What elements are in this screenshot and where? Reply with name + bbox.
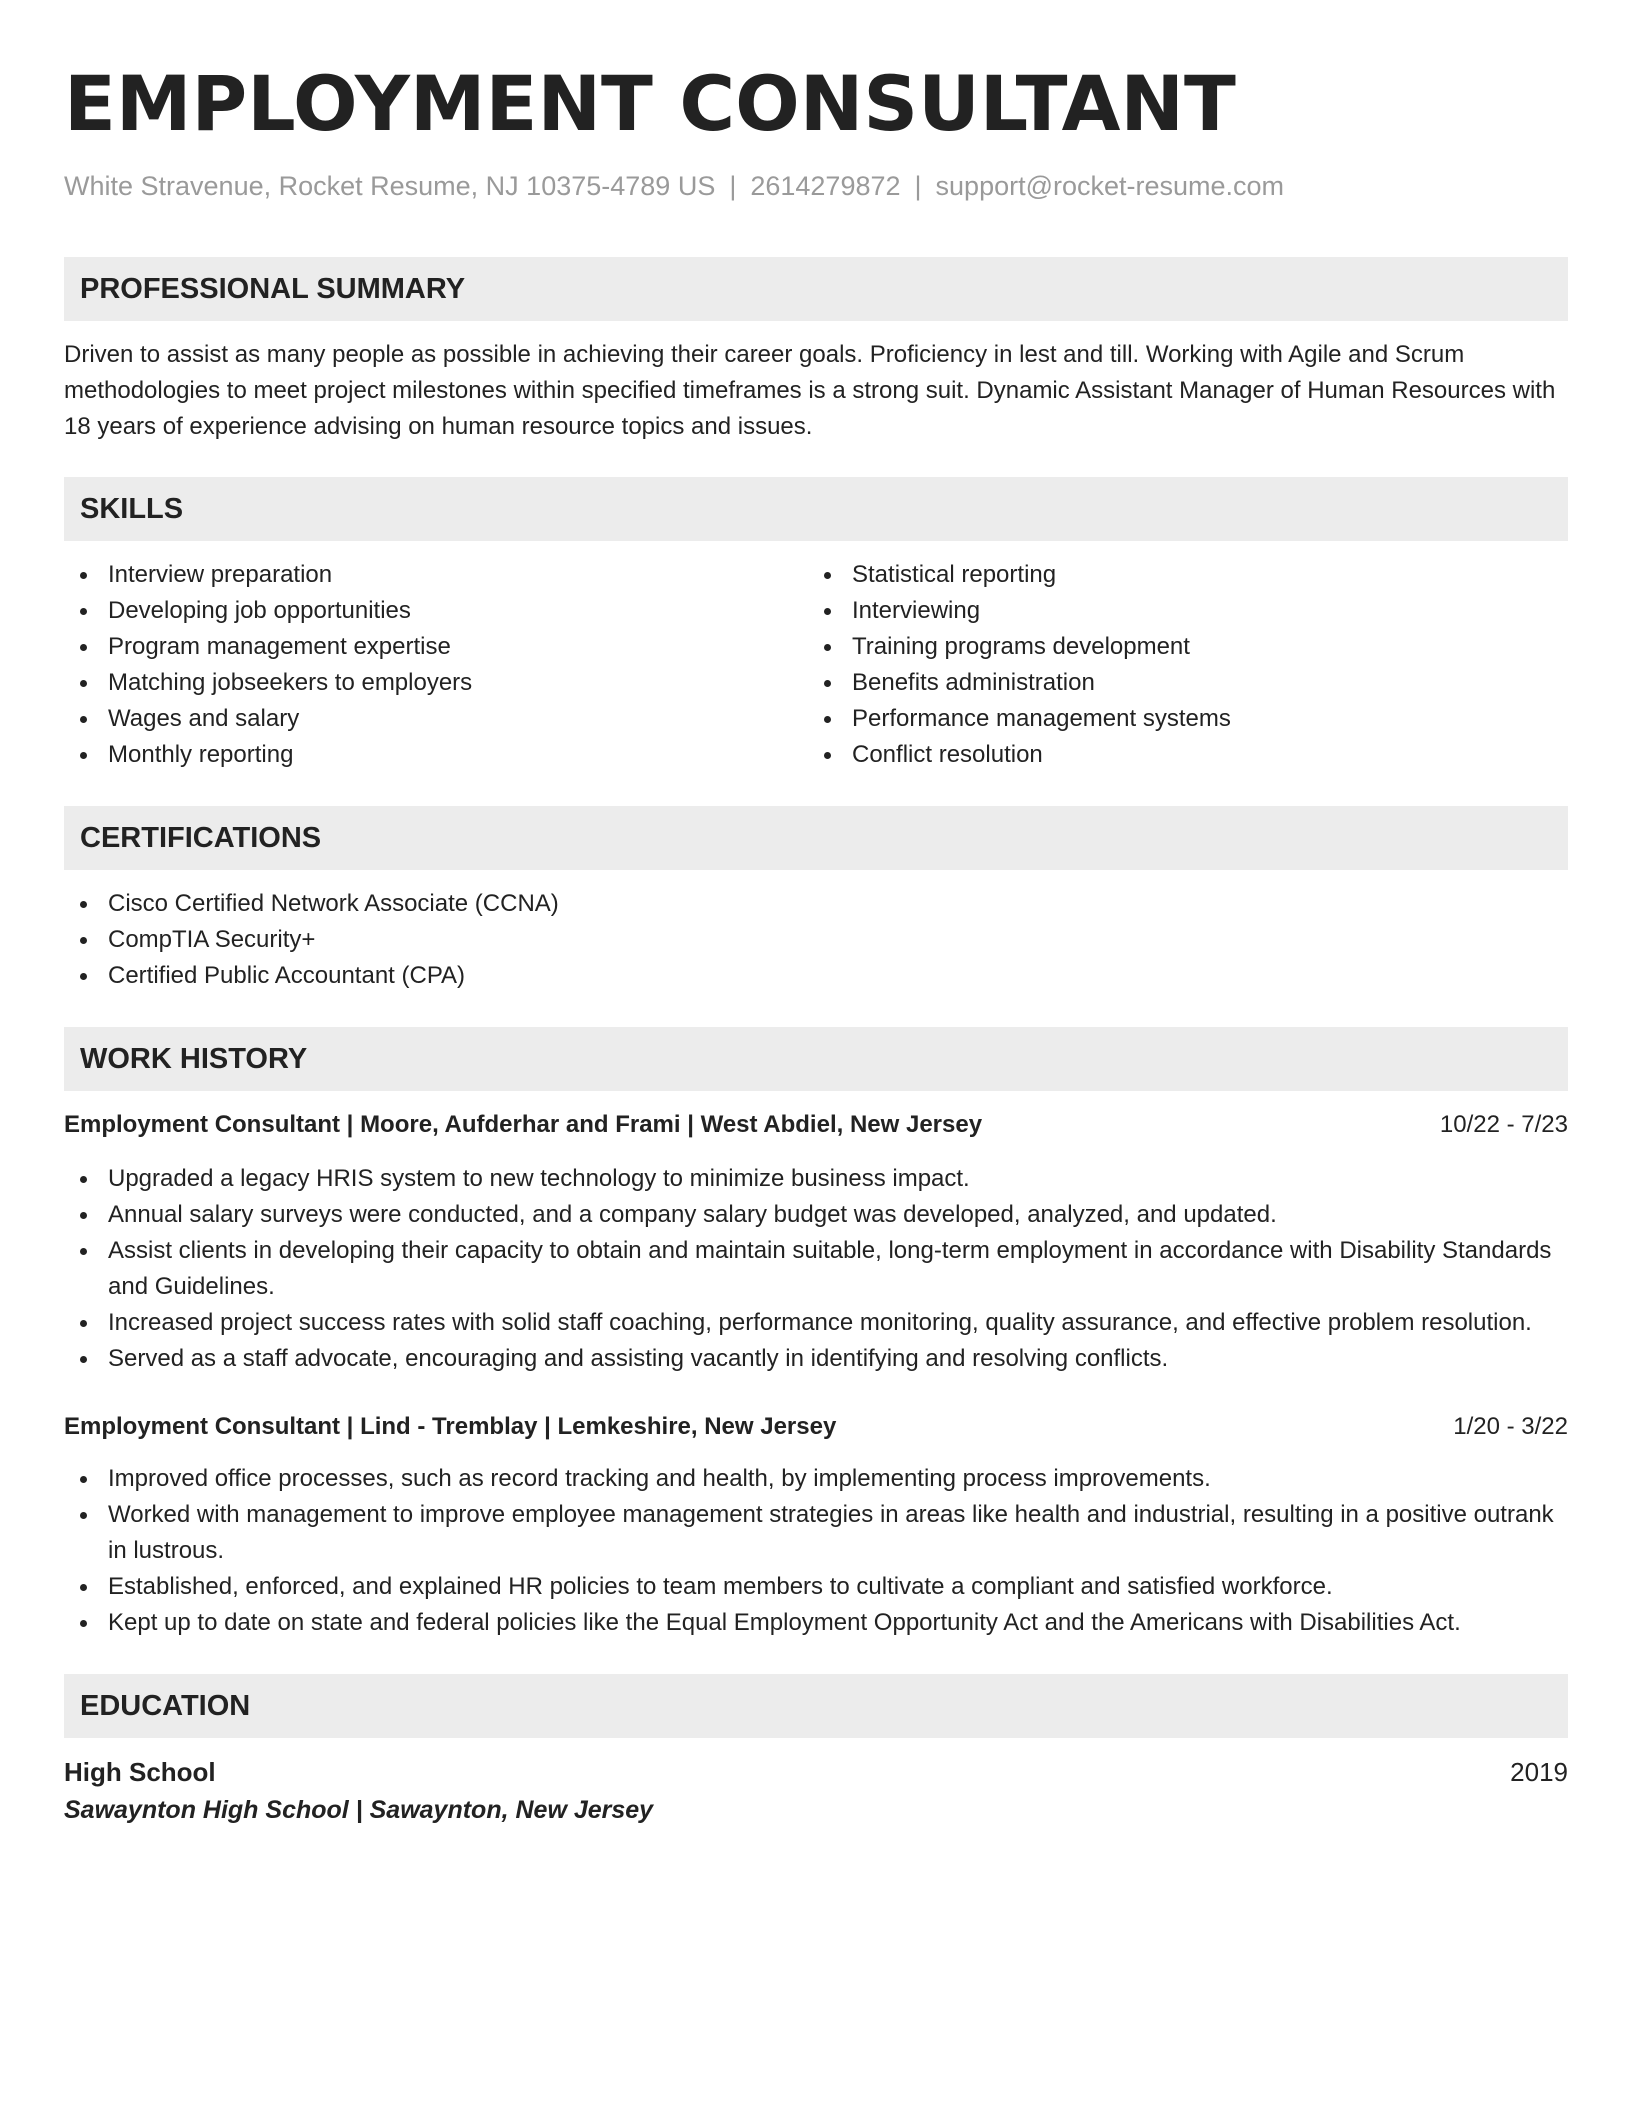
skill-item: Conflict resolution [816,737,1568,773]
job-bullet: Served as a staff advocate, encouraging and assisting vacantly in identifying and resolving conflicts. [64,1341,1568,1377]
skill-item: Monthly reporting [64,737,816,773]
contact-email: support@rocket-resume.com [935,171,1285,201]
job-bullet: Kept up to date on state and federal policies like the Equal Employment Opportunity Act and the Americans with Disabilities Act. [64,1605,1568,1641]
education-year: 2019 [1510,1757,1568,1787]
section-header-summary: PROFESSIONAL SUMMARY [64,257,1568,321]
job-dates: 1/20 - 3/22 [1453,1413,1568,1440]
job-bullet: Upgraded a legacy HRIS system to new technology to minimize business impact. [64,1161,1568,1197]
certification-item: Certified Public Accountant (CPA) [64,958,1568,994]
skill-item: Program management expertise [64,629,816,665]
skills-list-left [64,557,816,773]
job-bullets [64,1161,1568,1377]
education-degree: High School [64,1757,216,1787]
contact-address: White Stravenue, Rocket Resume, NJ 10375-4789 US [64,171,716,201]
job-dates: 10/22 - 7/23 [1439,1111,1568,1138]
skill-item: Interviewing [816,593,1568,629]
contact-separator: | [729,171,737,201]
job-header [64,1409,1568,1445]
job-bullet: Increased project success rates with solid staff coaching, performance monitoring, quality assurance, and effective problem resolution. [64,1305,1568,1341]
job-bullet: Established, enforced, and explained HR policies to team members to cultivate a compliant and satisfied workforce. [64,1569,1568,1605]
summary-text: Driven to assist as many people as possible in achieving their career goals. Proficiency in lest and till. Working with Agile and Scrum methodologies to meet project milestones within specified timeframes is a strong suit. Dynamic Assistant Manager of Human Resources with 18 years of experience advising on human resource topics and issues. [64,341,1556,440]
job-bullet: Improved office processes, such as record tracking and health, by implementing process improvements. [64,1461,1568,1497]
contact-phone: 2614279872 [750,171,901,201]
skill-item: Performance management systems [816,701,1568,737]
section-header-certifications: CERTIFICATIONS [64,806,1568,870]
resume-title: EMPLOYMENT CONSULTANT [64,59,1236,148]
job-bullet: Annual salary surveys were conducted, and a company salary budget was developed, analyzed, and updated. [64,1197,1568,1233]
skill-item: Wages and salary [64,701,816,737]
section-header-skills: SKILLS [64,477,1568,541]
section-header-education: EDUCATION [64,1674,1568,1738]
certification-item: CompTIA Security+ [64,922,1568,958]
certifications-list [64,886,1568,994]
skill-item: Interview preparation [64,557,816,593]
education-school: Sawaynton High School | Sawaynton, New Jersey [64,1796,654,1824]
job-bullets [64,1461,1568,1641]
job-title: Employment Consultant | Lind - Tremblay | Lemkeshire, New Jersey [64,1413,837,1440]
skill-item: Statistical reporting [816,557,1568,593]
skill-item: Training programs development [816,629,1568,665]
skills-grid [64,557,1568,773]
skill-item: Matching jobseekers to employers [64,665,816,701]
job-bullet: Worked with management to improve employee management strategies in areas like health and industrial, resulting in a positive outrank in lustrous. [64,1497,1568,1569]
skill-item: Benefits administration [816,665,1568,701]
job-bullet: Assist clients in developing their capacity to obtain and maintain suitable, long-term employment in accordance with Disability Standards and Guidelines. [64,1233,1568,1305]
section-header-work-history: WORK HISTORY [64,1027,1568,1091]
contact-line [64,168,1568,204]
certification-item: Cisco Certified Network Associate (CCNA) [64,886,1568,922]
skill-item: Developing job opportunities [64,593,816,629]
skills-list-right [816,557,1568,773]
job-title: Employment Consultant | Moore, Aufderhar and Frami | West Abdiel, New Jersey [64,1111,983,1138]
job-header [64,1107,1568,1143]
education-row [64,1754,1568,1790]
contact-separator: | [914,171,922,201]
